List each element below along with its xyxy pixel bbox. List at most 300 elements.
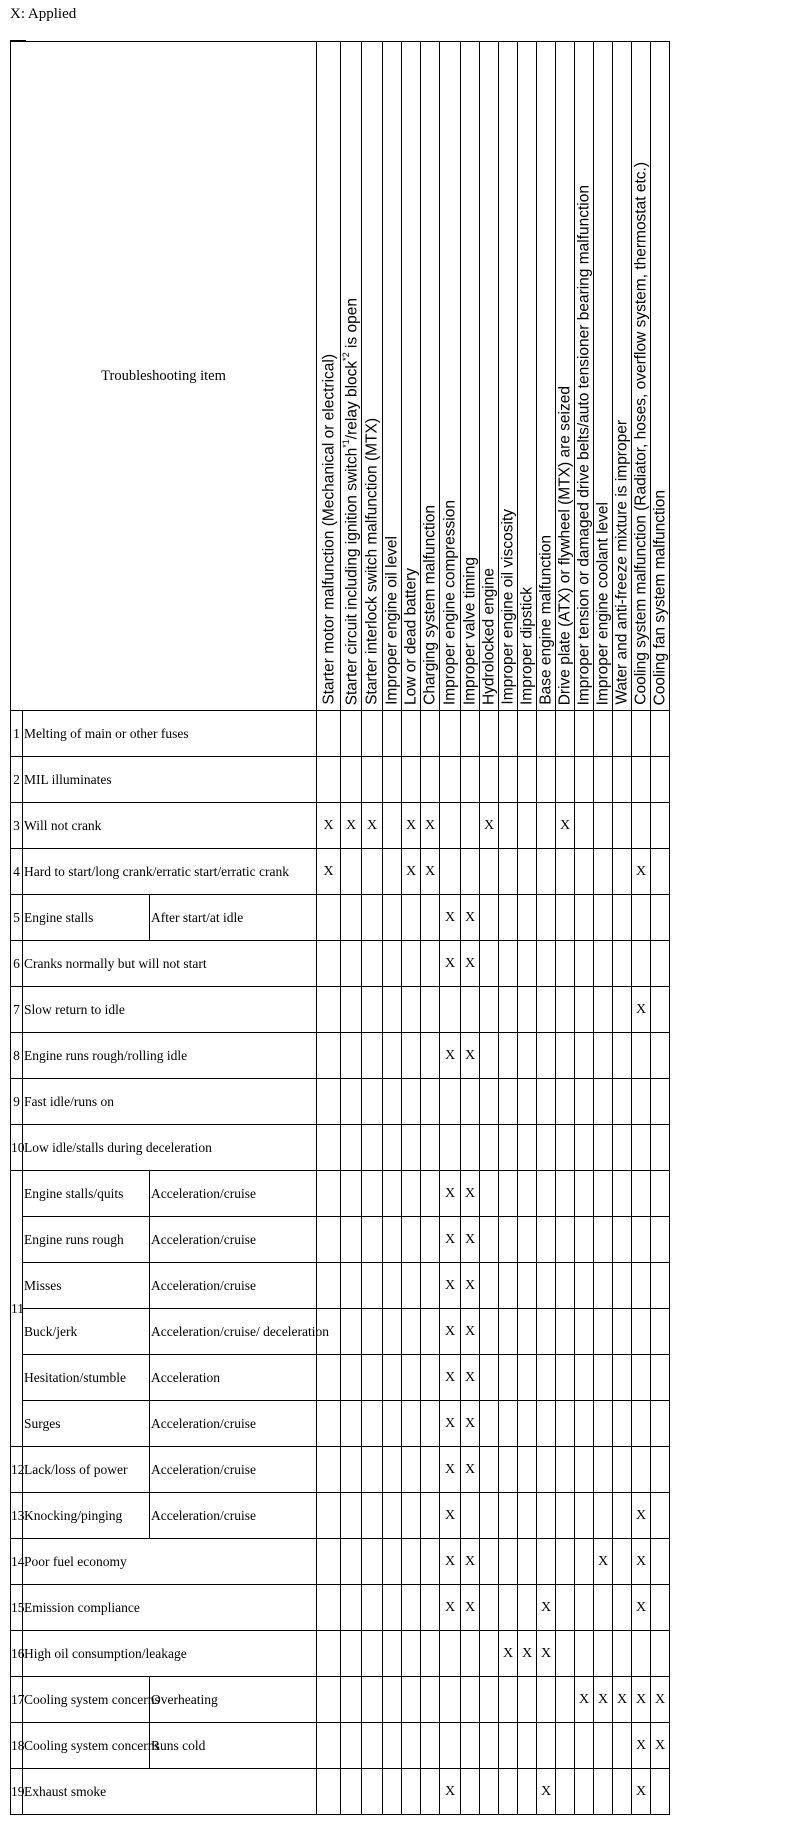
mark-cell: X <box>402 849 421 895</box>
cause-label: Drive plate (ATX) or flywheel (MTX) are seized <box>556 385 574 705</box>
mark-cell <box>575 1539 594 1585</box>
mark-cell <box>402 1493 421 1539</box>
mark-cell <box>421 1263 440 1309</box>
mark-cell <box>480 1171 499 1217</box>
mark-cell: X <box>461 1217 480 1263</box>
mark-cell <box>341 757 362 803</box>
mark-cell <box>518 1125 537 1171</box>
item-description: Melting of main or other fuses <box>23 711 317 757</box>
mark-cell <box>594 1263 613 1309</box>
cause-header-5 <box>402 42 421 711</box>
mark-cell <box>594 1447 613 1493</box>
mark-cell <box>480 1769 499 1815</box>
mark-cell <box>341 895 362 941</box>
mark-cell <box>651 1125 670 1171</box>
table-row <box>11 1401 670 1447</box>
mark-cell <box>518 1309 537 1355</box>
item-condition: Acceleration <box>150 1355 317 1401</box>
mark-cell <box>480 1217 499 1263</box>
cause-header-1 <box>317 42 341 711</box>
mark-cell <box>341 1401 362 1447</box>
item-condition: Runs cold <box>150 1723 317 1769</box>
mark-cell <box>651 1493 670 1539</box>
mark-cell <box>632 757 651 803</box>
mark-cell <box>480 1677 499 1723</box>
mark-cell <box>362 941 383 987</box>
mark-cell <box>537 1447 556 1493</box>
mark-cell <box>518 849 537 895</box>
mark-cell <box>341 1171 362 1217</box>
mark-cell <box>421 1769 440 1815</box>
mark-cell <box>402 895 421 941</box>
mark-cell: X <box>461 895 480 941</box>
mark-cell: X <box>317 803 341 849</box>
table-row <box>11 1079 670 1125</box>
mark-cell <box>518 1033 537 1079</box>
mark-cell <box>480 711 499 757</box>
mark-cell <box>575 1723 594 1769</box>
mark-cell <box>632 1401 651 1447</box>
mark-cell <box>421 1355 440 1401</box>
item-condition: Acceleration/cruise <box>150 1493 317 1539</box>
mark-cell <box>440 757 461 803</box>
table-row <box>11 1631 670 1677</box>
item-description: High oil consumption/leakage <box>23 1631 317 1677</box>
mark-cell <box>632 803 651 849</box>
row-number: 8 <box>11 1033 23 1079</box>
mark-cell <box>613 711 632 757</box>
cause-header-8 <box>461 42 480 711</box>
mark-cell: X <box>317 849 341 895</box>
mark-cell <box>499 711 518 757</box>
mark-cell <box>537 849 556 895</box>
mark-cell <box>341 711 362 757</box>
mark-cell <box>402 1033 421 1079</box>
item-condition: Overheating <box>150 1677 317 1723</box>
item-condition: Acceleration/cruise <box>150 1401 317 1447</box>
mark-cell <box>518 1171 537 1217</box>
cause-header-6 <box>421 42 440 711</box>
mark-cell <box>575 1125 594 1171</box>
mark-cell: X <box>499 1631 518 1677</box>
item-description: Engine stalls/quits <box>23 1171 150 1217</box>
mark-cell <box>651 711 670 757</box>
cause-label: Starter interlock switch malfunction (MTX) <box>363 418 381 705</box>
table-row <box>11 895 670 941</box>
mark-cell <box>461 1677 480 1723</box>
mark-cell <box>317 1401 341 1447</box>
mark-cell <box>440 803 461 849</box>
mark-cell <box>317 757 341 803</box>
mark-cell: X <box>461 1539 480 1585</box>
mark-cell: X <box>402 803 421 849</box>
mark-cell: X <box>632 987 651 1033</box>
mark-cell <box>575 1309 594 1355</box>
mark-cell <box>362 1309 383 1355</box>
table-row <box>11 1723 670 1769</box>
mark-cell <box>440 1125 461 1171</box>
row-number: 9 <box>11 1079 23 1125</box>
mark-cell: X <box>632 1539 651 1585</box>
mark-cell <box>461 1493 480 1539</box>
mark-cell <box>499 849 518 895</box>
mark-cell <box>575 987 594 1033</box>
mark-cell <box>402 941 421 987</box>
mark-cell <box>341 1493 362 1539</box>
table-row <box>11 1355 670 1401</box>
row-number: 15 <box>11 1585 23 1631</box>
mark-cell <box>537 1125 556 1171</box>
table-row <box>11 941 670 987</box>
mark-cell <box>556 941 575 987</box>
mark-cell <box>480 1631 499 1677</box>
mark-cell <box>575 941 594 987</box>
mark-cell <box>383 1171 402 1217</box>
mark-cell <box>613 1263 632 1309</box>
cause-header-18 <box>651 42 670 711</box>
mark-cell <box>317 1447 341 1493</box>
mark-cell <box>317 1079 341 1125</box>
cause-header-13 <box>556 42 575 711</box>
mark-cell: X <box>461 1401 480 1447</box>
mark-cell <box>556 1171 575 1217</box>
mark-cell <box>383 1033 402 1079</box>
mark-cell <box>537 1677 556 1723</box>
mark-cell <box>499 1493 518 1539</box>
mark-cell: X <box>440 1309 461 1355</box>
mark-cell <box>651 757 670 803</box>
mark-cell <box>537 1079 556 1125</box>
mark-cell <box>461 1125 480 1171</box>
mark-cell <box>651 1355 670 1401</box>
item-description: MIL illuminates <box>23 757 317 803</box>
mark-cell: X <box>537 1585 556 1631</box>
row-number: 4 <box>11 849 23 895</box>
table-row <box>11 1125 670 1171</box>
mark-cell <box>518 895 537 941</box>
mark-cell <box>499 1033 518 1079</box>
mark-cell <box>421 1447 440 1493</box>
mark-cell <box>556 1769 575 1815</box>
cause-header-9 <box>480 42 499 711</box>
mark-cell <box>518 757 537 803</box>
mark-cell <box>402 1723 421 1769</box>
table-row <box>11 757 670 803</box>
row-number: 2 <box>11 757 23 803</box>
header-row <box>11 42 670 711</box>
mark-cell <box>362 987 383 1033</box>
mark-cell <box>594 895 613 941</box>
mark-cell <box>421 1033 440 1079</box>
mark-cell <box>362 1401 383 1447</box>
mark-cell: X <box>440 1033 461 1079</box>
mark-cell <box>575 1585 594 1631</box>
mark-cell <box>632 1355 651 1401</box>
mark-cell <box>651 1033 670 1079</box>
mark-cell <box>537 895 556 941</box>
row-number: 16 <box>11 1631 23 1677</box>
mark-cell: X <box>632 1677 651 1723</box>
mark-cell <box>613 1723 632 1769</box>
mark-cell <box>317 1171 341 1217</box>
mark-cell <box>421 1539 440 1585</box>
mark-cell <box>594 1355 613 1401</box>
item-description: Engine stalls <box>23 895 150 941</box>
mark-cell <box>341 1309 362 1355</box>
mark-cell <box>594 757 613 803</box>
mark-cell <box>632 1171 651 1217</box>
mark-cell <box>575 1447 594 1493</box>
mark-cell <box>537 757 556 803</box>
mark-cell <box>341 1355 362 1401</box>
mark-cell <box>651 941 670 987</box>
row-number: 19 <box>11 1769 23 1815</box>
mark-cell <box>480 1401 499 1447</box>
mark-cell <box>461 1723 480 1769</box>
mark-cell <box>480 1125 499 1171</box>
mark-cell <box>402 1769 421 1815</box>
mark-cell <box>518 1447 537 1493</box>
mark-cell <box>556 1079 575 1125</box>
table-row <box>11 1447 670 1493</box>
mark-cell <box>402 1585 421 1631</box>
mark-cell <box>499 1217 518 1263</box>
mark-cell: X <box>461 1033 480 1079</box>
table-row <box>11 1033 670 1079</box>
mark-cell <box>556 1677 575 1723</box>
mark-cell: X <box>575 1677 594 1723</box>
mark-cell <box>613 1631 632 1677</box>
mark-cell <box>317 1217 341 1263</box>
mark-cell <box>518 1401 537 1447</box>
mark-cell: X <box>651 1677 670 1723</box>
mark-cell <box>383 711 402 757</box>
mark-cell <box>556 1355 575 1401</box>
mark-cell <box>480 941 499 987</box>
item-condition: Acceleration/cruise <box>150 1447 317 1493</box>
item-description: Cooling system concerns <box>23 1677 150 1723</box>
mark-cell <box>362 757 383 803</box>
mark-cell <box>499 1401 518 1447</box>
mark-cell <box>402 711 421 757</box>
item-description: Fast idle/runs on <box>23 1079 317 1125</box>
mark-cell <box>499 757 518 803</box>
mark-cell <box>461 1631 480 1677</box>
mark-cell <box>440 1723 461 1769</box>
mark-cell <box>421 895 440 941</box>
mark-cell: X <box>632 1723 651 1769</box>
cause-label: Improper engine coolant level <box>594 501 612 705</box>
mark-cell: X <box>461 1309 480 1355</box>
mark-cell <box>537 1723 556 1769</box>
cause-label: Cooling fan system malfunction <box>651 489 669 705</box>
mark-cell <box>341 1769 362 1815</box>
mark-cell <box>421 1401 440 1447</box>
mark-cell <box>383 757 402 803</box>
cause-label: Improper engine oil level <box>383 536 401 705</box>
item-description: Lack/loss of power <box>23 1447 150 1493</box>
row-number: 14 <box>11 1539 23 1585</box>
mark-cell <box>499 941 518 987</box>
mark-cell <box>480 1585 499 1631</box>
mark-cell <box>556 1217 575 1263</box>
mark-cell <box>556 1447 575 1493</box>
mark-cell <box>632 1217 651 1263</box>
mark-cell <box>632 1631 651 1677</box>
cause-label: Improper engine oil viscosity <box>499 509 517 705</box>
table-row <box>11 1171 670 1217</box>
mark-cell <box>362 1493 383 1539</box>
mark-cell: X <box>440 941 461 987</box>
mark-cell <box>613 757 632 803</box>
mark-cell <box>499 1355 518 1401</box>
mark-cell <box>480 757 499 803</box>
mark-cell <box>317 941 341 987</box>
cause-label: Improper valve timing <box>461 556 479 705</box>
mark-cell <box>575 1769 594 1815</box>
item-description: Emission compliance <box>23 1585 317 1631</box>
item-description: Engine runs rough <box>23 1217 150 1263</box>
mark-cell: X <box>518 1631 537 1677</box>
mark-cell <box>575 1171 594 1217</box>
mark-cell <box>341 1447 362 1493</box>
mark-cell <box>341 1079 362 1125</box>
item-description: Misses <box>23 1263 150 1309</box>
mark-cell: X <box>632 1769 651 1815</box>
mark-cell <box>383 1539 402 1585</box>
item-description: Slow return to idle <box>23 987 317 1033</box>
row-number: 3 <box>11 803 23 849</box>
mark-cell <box>575 1217 594 1263</box>
mark-cell <box>383 1125 402 1171</box>
mark-cell <box>537 1493 556 1539</box>
mark-cell <box>613 1769 632 1815</box>
table-row <box>11 1493 670 1539</box>
mark-cell: X <box>594 1677 613 1723</box>
mark-cell <box>651 1631 670 1677</box>
mark-cell <box>499 1769 518 1815</box>
mark-cell <box>383 1217 402 1263</box>
mark-cell <box>383 1769 402 1815</box>
mark-cell <box>613 1033 632 1079</box>
mark-cell <box>480 1309 499 1355</box>
mark-cell <box>518 1539 537 1585</box>
mark-cell <box>341 1539 362 1585</box>
item-description: Engine runs rough/rolling idle <box>23 1033 317 1079</box>
mark-cell <box>651 1079 670 1125</box>
mark-cell <box>421 1079 440 1125</box>
table-row <box>11 1769 670 1815</box>
row-number: 6 <box>11 941 23 987</box>
mark-cell <box>651 1171 670 1217</box>
mark-cell <box>362 1539 383 1585</box>
mark-cell: X <box>440 1171 461 1217</box>
row-number: 1 <box>11 711 23 757</box>
mark-cell <box>440 849 461 895</box>
mark-cell <box>341 1263 362 1309</box>
row-number: 17 <box>11 1677 23 1723</box>
mark-cell <box>613 1079 632 1125</box>
mark-cell <box>480 1539 499 1585</box>
mark-cell <box>518 1769 537 1815</box>
mark-cell <box>341 849 362 895</box>
mark-cell <box>362 1677 383 1723</box>
mark-cell <box>632 711 651 757</box>
mark-cell <box>317 1033 341 1079</box>
mark-cell <box>341 987 362 1033</box>
table-row <box>11 1585 670 1631</box>
mark-cell <box>518 1585 537 1631</box>
mark-cell: X <box>341 803 362 849</box>
mark-cell <box>575 1263 594 1309</box>
mark-cell <box>556 1723 575 1769</box>
mark-cell <box>556 849 575 895</box>
mark-cell <box>594 1125 613 1171</box>
mark-cell <box>402 1217 421 1263</box>
mark-cell <box>421 1631 440 1677</box>
mark-cell: X <box>613 1677 632 1723</box>
mark-cell <box>499 1677 518 1723</box>
mark-cell <box>383 1263 402 1309</box>
mark-cell <box>480 849 499 895</box>
mark-cell <box>556 1263 575 1309</box>
mark-cell <box>362 1125 383 1171</box>
mark-cell <box>499 1585 518 1631</box>
mark-cell <box>537 1309 556 1355</box>
mark-cell <box>317 1263 341 1309</box>
mark-cell <box>518 1677 537 1723</box>
mark-cell <box>499 1309 518 1355</box>
row-number: 11 <box>11 1171 23 1447</box>
mark-cell <box>421 1677 440 1723</box>
mark-cell <box>499 1723 518 1769</box>
mark-cell <box>461 1079 480 1125</box>
mark-cell <box>383 941 402 987</box>
mark-cell <box>613 1355 632 1401</box>
mark-cell <box>421 1309 440 1355</box>
cause-label: Low or dead battery <box>402 567 420 705</box>
cause-header-2 <box>341 42 362 711</box>
mark-cell <box>362 1355 383 1401</box>
cause-label: Improper engine compression <box>441 499 459 705</box>
mark-cell <box>317 1539 341 1585</box>
mark-cell <box>480 987 499 1033</box>
mark-cell <box>594 803 613 849</box>
mark-cell <box>421 711 440 757</box>
mark-cell <box>499 1263 518 1309</box>
mark-cell <box>518 1355 537 1401</box>
mark-cell: X <box>421 803 440 849</box>
mark-cell <box>575 1493 594 1539</box>
mark-cell <box>499 1171 518 1217</box>
mark-cell <box>556 895 575 941</box>
cause-label: Improper tension or damaged drive belts/auto tensioner bearing malfunction <box>575 184 593 705</box>
row-number: 13 <box>11 1493 23 1539</box>
mark-cell: X <box>440 1769 461 1815</box>
mark-cell <box>632 895 651 941</box>
mark-cell <box>632 941 651 987</box>
mark-cell <box>341 1723 362 1769</box>
mark-cell <box>341 1631 362 1677</box>
mark-cell <box>421 941 440 987</box>
mark-cell <box>632 1033 651 1079</box>
cause-label: Hydrolocked engine <box>480 567 498 705</box>
mark-cell: X <box>632 1493 651 1539</box>
mark-cell: X <box>480 803 499 849</box>
mark-cell <box>594 1309 613 1355</box>
cause-label: Cooling system malfunction (Radiator, hoses, overflow system, thermostat etc.) <box>632 162 650 705</box>
troubleshooting-table <box>10 41 670 1815</box>
